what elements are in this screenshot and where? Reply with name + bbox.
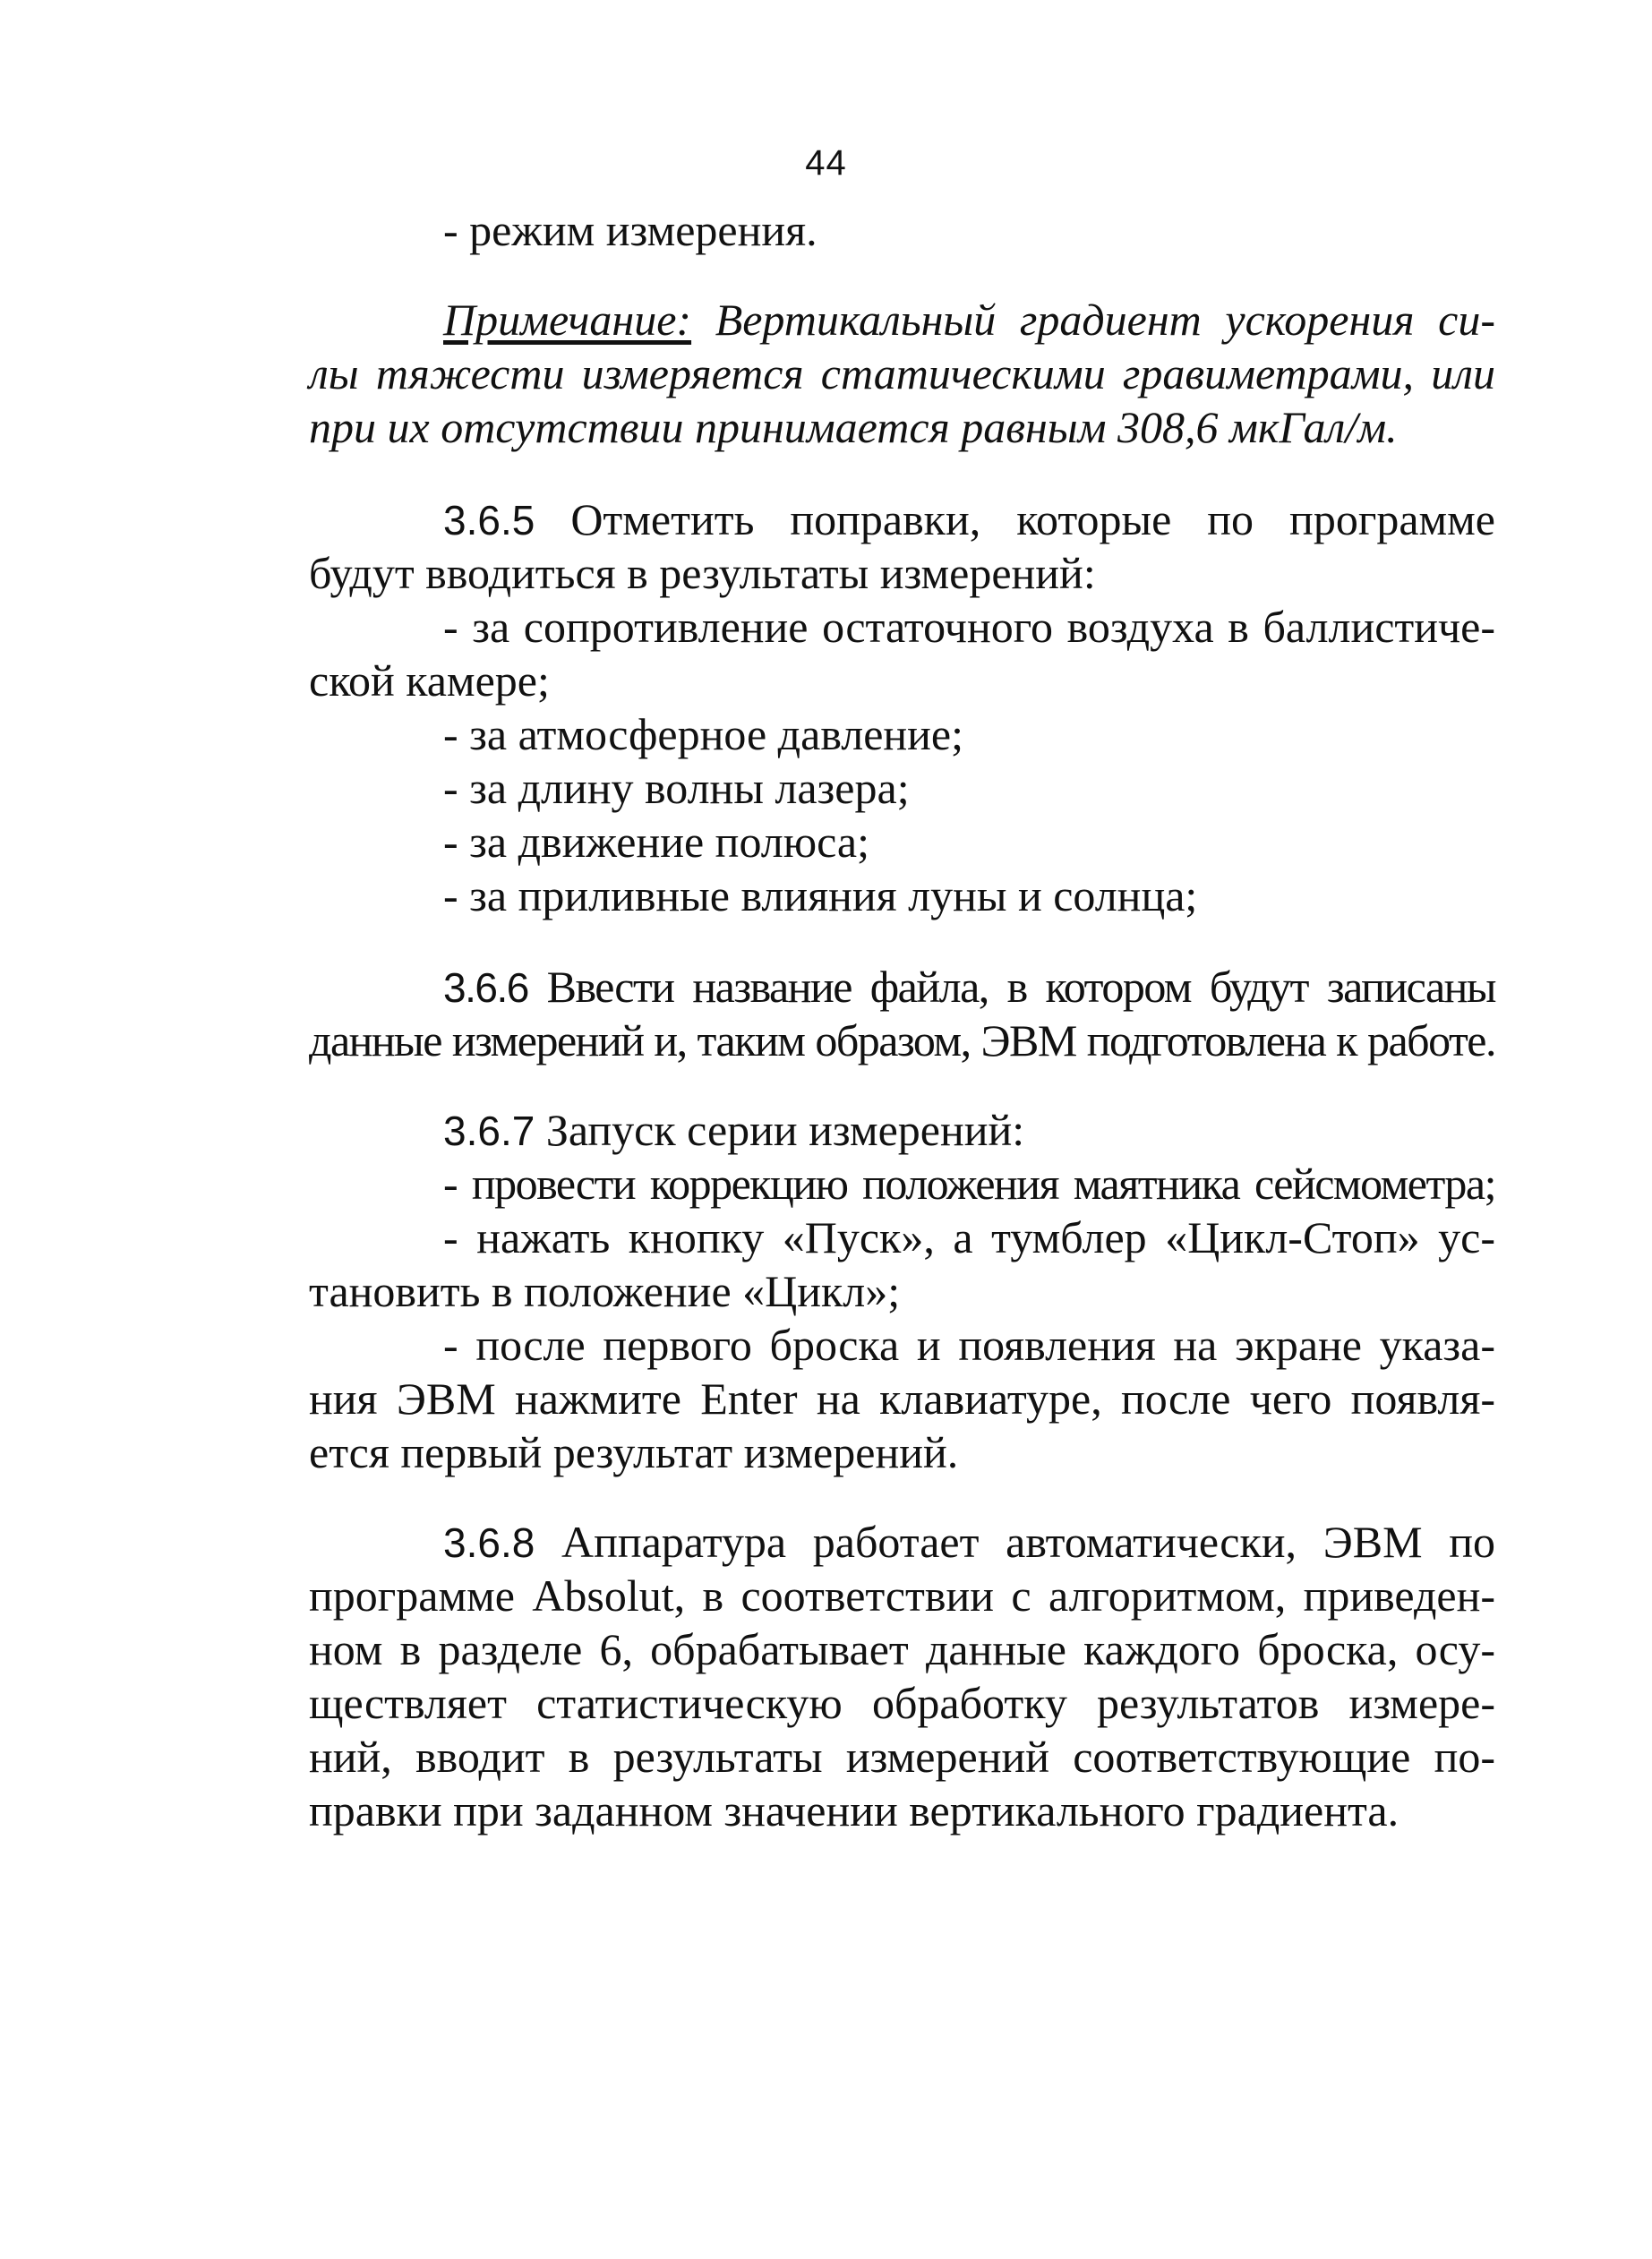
section-number: 3.6.7: [443, 1108, 535, 1154]
list-item: - после первого броска и появления на экране указа-: [443, 1320, 1495, 1370]
list-item: - за приливные влияния луны и солнца;: [443, 870, 1198, 920]
note-line-3: при их отсутствии принимается равным 308,6 мкГал/м.: [309, 402, 1398, 452]
section-number: 3.6.5: [443, 497, 535, 543]
note-text: Вертикальный градиент ускорения си-: [691, 295, 1495, 345]
list-item-continuation: ния ЭВМ нажмите Enter на клавиатуре, после чего появля-: [309, 1373, 1495, 1424]
section-3-6-6-line-2: данные измерений и, таким образом, ЭВМ подготовлена к работе.: [309, 1015, 1495, 1065]
paragraph-line: программе Absolut, в соответствии с алгоритмом, приведен-: [309, 1570, 1495, 1621]
list-item-measurement-mode: - режим измерения.: [443, 205, 817, 255]
section-3-6-7-heading: [443, 1105, 1025, 1155]
note-label: Примечание:: [443, 295, 692, 345]
section-number: 3.6.6: [443, 964, 528, 1011]
paragraph-line: ном в разделе 6, обрабатывает данные каждого броска, осу-: [309, 1624, 1495, 1674]
section-3-6-5-heading: [443, 494, 1495, 544]
page-number: 44: [805, 143, 847, 183]
list-item: - за сопротивление остаточного воздуха в баллистиче-: [443, 602, 1495, 652]
section-3-6-6-heading: [443, 962, 1495, 1012]
section-text: Аппаратура работает автоматически, ЭВМ по: [535, 1517, 1495, 1567]
list-item: - за движение полюса;: [443, 817, 869, 867]
list-item-continuation: ется первый результат измерений.: [309, 1427, 959, 1477]
section-number: 3.6.8: [443, 1519, 535, 1566]
list-item: - за атмосферное давление;: [443, 709, 964, 759]
paragraph-line: ществляет статистическую обработку результатов измере-: [309, 1678, 1495, 1728]
list-item-continuation: ской камере;: [309, 655, 550, 706]
section-text: Отметить поправки, которые по программе: [535, 494, 1495, 544]
section-text: Запуск серии измерений:: [535, 1105, 1025, 1155]
paragraph-line: ний, вводит в результаты измерений соответствующие по-: [309, 1732, 1495, 1782]
paragraph-line: правки при заданном значении вертикального градиента.: [309, 1785, 1399, 1835]
note-line-1: [443, 295, 1495, 345]
list-item-continuation: тановить в положение «Цикл»;: [309, 1266, 901, 1316]
list-item: - за длину волны лазера;: [443, 763, 910, 813]
list-item: - нажать кнопку «Пуск», а тумблер «Цикл-Стоп» ус-: [443, 1212, 1495, 1262]
section-text: Ввести название файла, в котором будут записаны: [527, 962, 1495, 1012]
note-line-2: лы тяжести измеряется статическими гравиметрами, или: [309, 348, 1495, 398]
section-3-6-8-heading: [443, 1517, 1495, 1567]
list-item: - провести коррекцию положения маятника сейсмометра;: [443, 1159, 1495, 1209]
section-3-6-5-line-2: будут вводиться в результаты измерений:: [309, 548, 1096, 598]
